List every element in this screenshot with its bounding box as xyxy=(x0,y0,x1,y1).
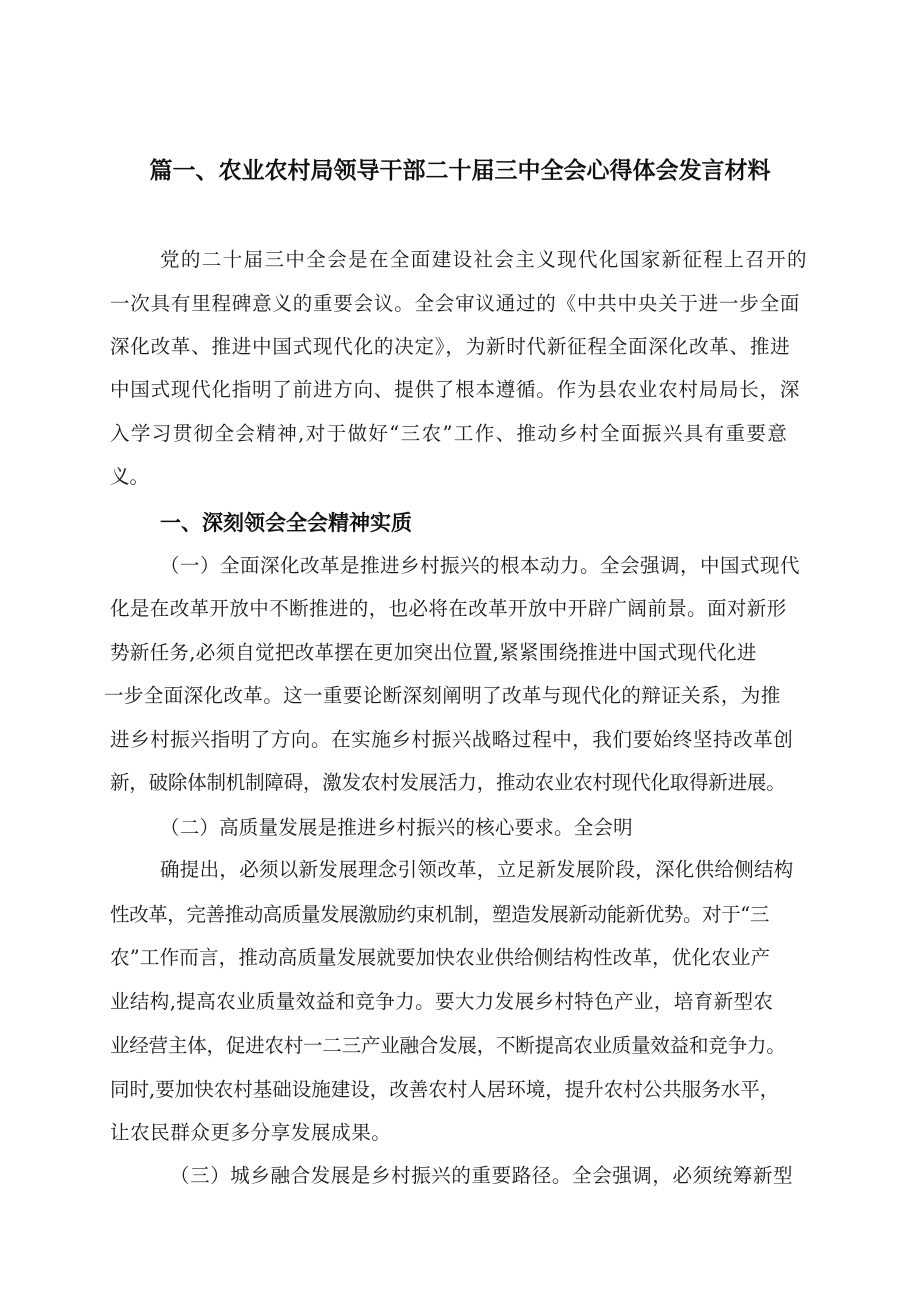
intro-line: 中国式现代化指明了前进方向、提供了根本遵循。作为县农业农村局局长，深 xyxy=(110,378,801,401)
intro-line: 党的二十届三中全会是在全面建设社会主义现代化国家新征程上召开的 xyxy=(160,248,808,271)
intro-line: 深化改革、推进中国式现代化的决定》，为新时代新征程全面深化改革、推进 xyxy=(110,335,791,358)
para1-line: 势新任务,必须自觉把改革摆在更加突出位置,紧紧围绕推进中国式现代化进 xyxy=(110,641,757,664)
intro-line: 入学习贯彻全会精神,对于做好“三农”工作、推动乡村全面振兴具有重要意 xyxy=(110,422,789,445)
para1-line: 一步全面深化改革。这一重要论断深刻阐明了改革与现代化的辩证关系，为推 xyxy=(104,684,781,707)
para2-line: 农”工作而言，推动高质量发展就要加快农业供给侧结构性改革，优化农业产 xyxy=(110,946,771,969)
para2-line: （二）高质量发展是推进乡村振兴的核心要求。全会明 xyxy=(160,816,633,839)
para1-line: （一）全面深化改革是推进乡村振兴的根本动力。全会强调，中国式现代 xyxy=(160,554,801,577)
para2-line: 确提出，必须以新发展理念引领改革，立足新发展阶段，深化供给侧结构 xyxy=(160,858,794,881)
para2-line: 业经营主体，促进农村一二三产业融合发展，不断提高农业质量效益和竞争力。 xyxy=(110,1034,786,1057)
para1-line: 进乡村振兴指明了方向。在实施乡村振兴战略过程中，我们要始终坚持改革创 xyxy=(110,728,794,751)
document-title: 篇一、农业农村局领导干部二十届三中全会心得体会发言材料 xyxy=(149,158,771,184)
para3-line: （三）城乡融合发展是乡村振兴的重要路径。全会强调，必须统筹新型 xyxy=(170,1164,794,1187)
intro-line: 一次具有里程碑意义的重要会议。全会审议通过的《中共中央关于进一步全面 xyxy=(110,292,801,315)
para2-line: 让农民群众更多分享发展成果。 xyxy=(110,1121,392,1144)
para2-line: 业结构,提高农业质量效益和竞争力。要大力发展乡村特色产业，培育新型农 xyxy=(110,990,774,1013)
intro-line: 义。 xyxy=(110,465,150,488)
para1-line: 化是在改革开放中不断推进的，也必将在改革开放中开辟广阔前景。面对新形 xyxy=(110,597,787,620)
para1-line: 新，破除体制机制障碍，激发农村发展活力，推动农业农村现代化取得新进展。 xyxy=(110,771,786,794)
section-heading: 一、深刻领会全会精神实质 xyxy=(160,511,412,535)
para2-line: 同时,要加快农村基础设施建设，改善农村人居环境，提升农村公共服务水平， xyxy=(110,1078,780,1101)
para2-line: 性改革，完善推动高质量发展激励约束机制，塑造发展新动能新优势。对于“三 xyxy=(110,903,769,926)
